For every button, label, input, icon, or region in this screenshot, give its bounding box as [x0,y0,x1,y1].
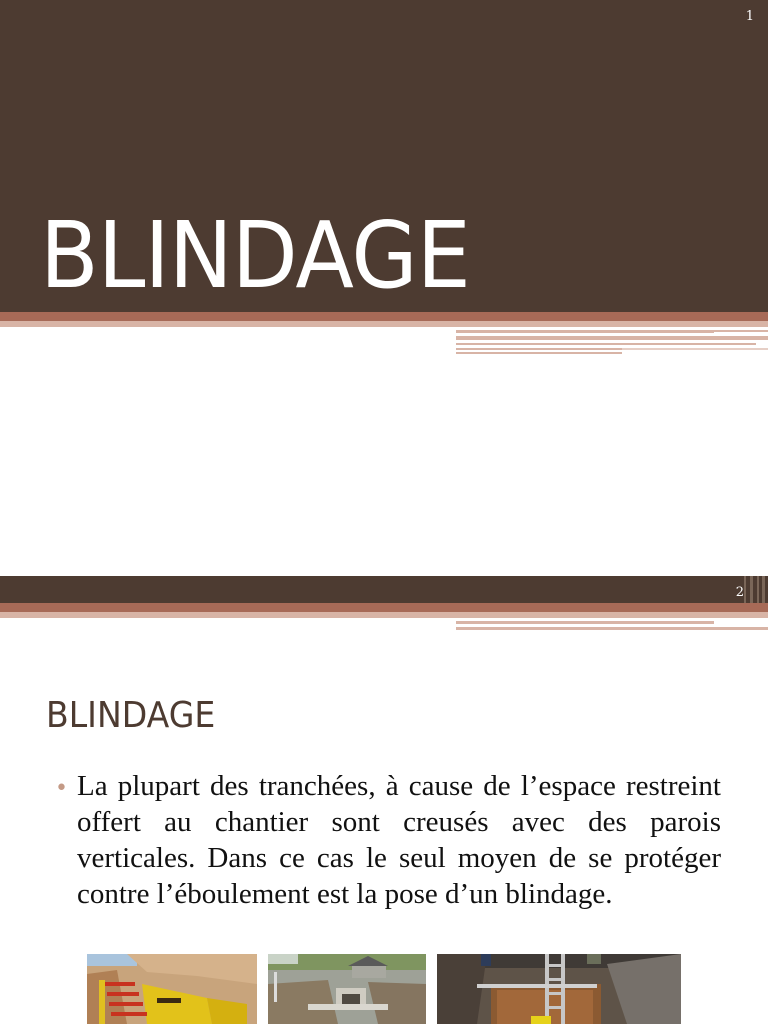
slide-number: 2 [735,585,744,600]
trench-ladder-photo [437,954,681,1024]
slide-2 [0,576,768,1024]
bullet-text: La plupart des tranchées, à cause de l’espace restreint offert au chantier sont creusés avec des parois verticales. Dans ce cas le seul moyen de se protéger contre l’éboulement est la pose d’un blindage. [77,770,721,910]
title-band [0,576,768,603]
trench-shoring-photo [87,954,257,1024]
slide-number: 1 [745,9,754,24]
trench-pipe-photo [268,954,426,1024]
bullet-marker: • [55,776,68,801]
slide-title: BLINDAGE [40,202,470,309]
slide-heading: BLINDAGE [46,695,216,736]
